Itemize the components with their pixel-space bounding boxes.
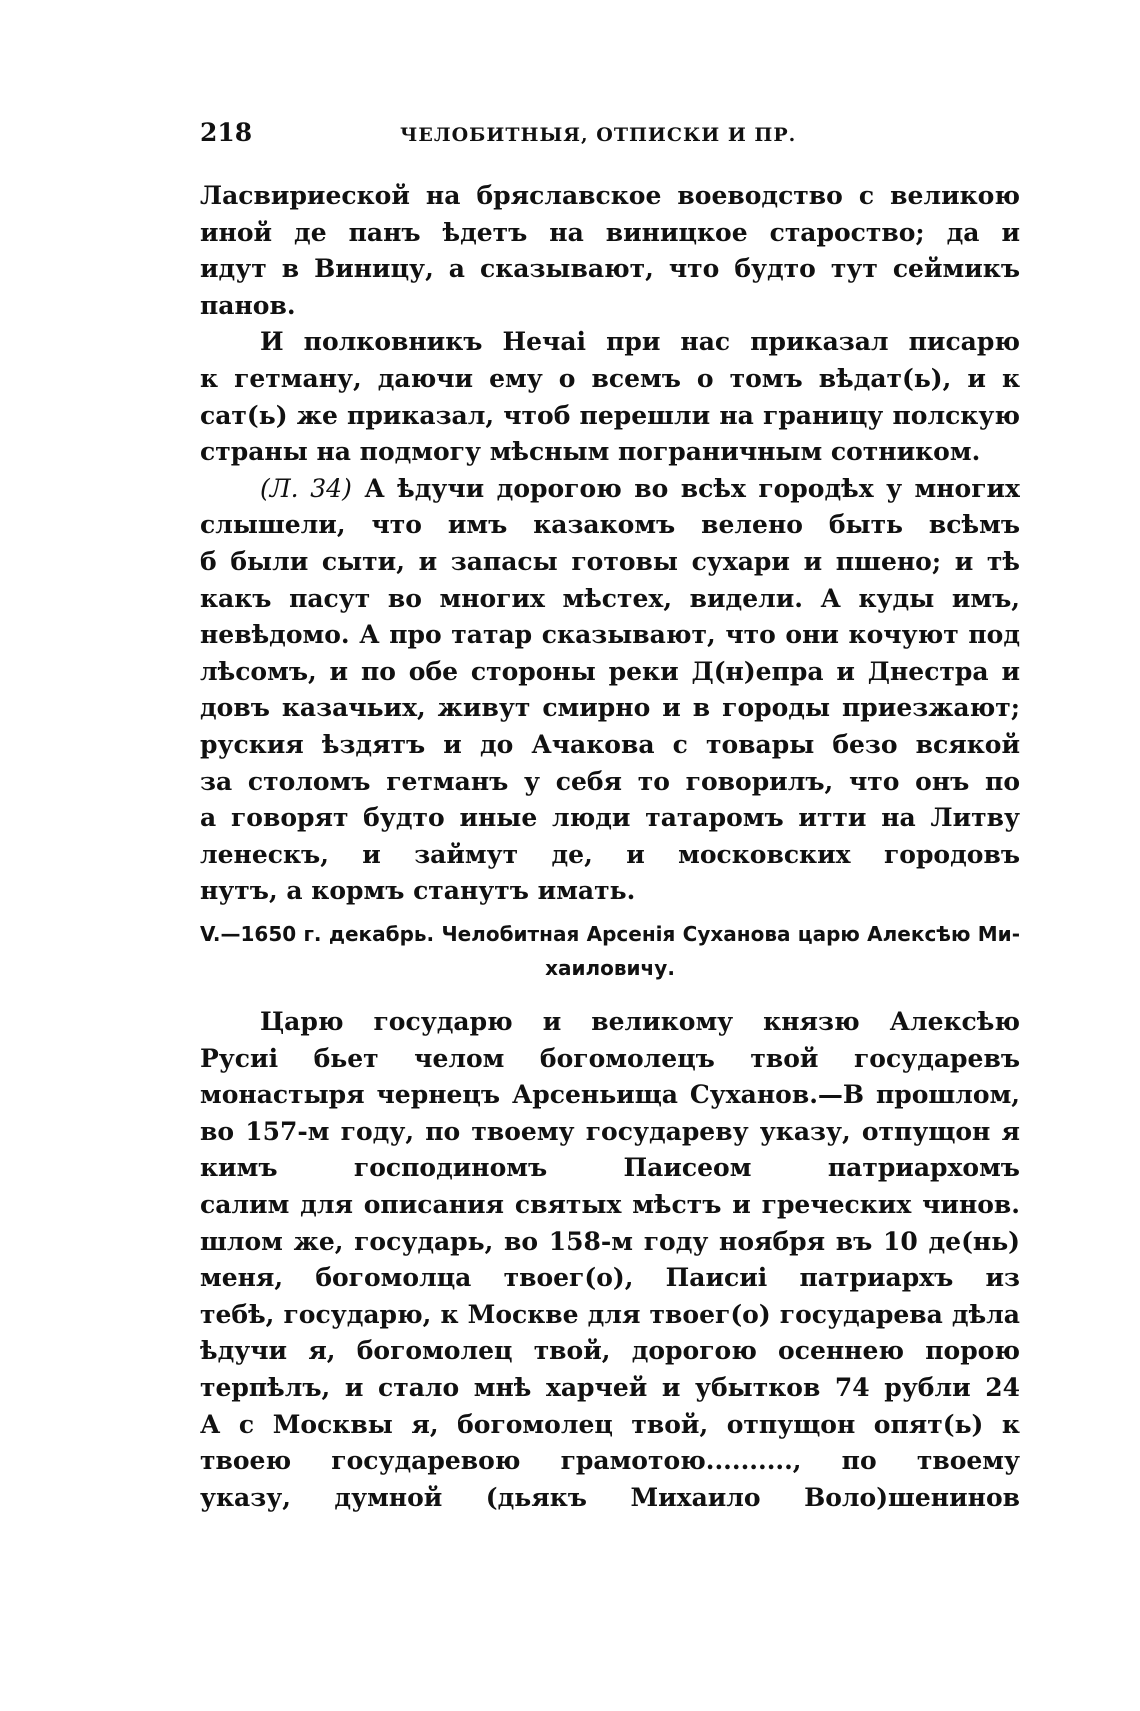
text-block-nechai-report (200, 178, 1020, 910)
section-heading-line: V.—1650 г. декабрь. Челобитная Арсенія Суханова царю Алексѣю Ми- (200, 922, 1020, 946)
text-line: идут в Виницу, а сказывают, что будто тут сеймикъ (200, 254, 1020, 284)
text-line: Ласвириеской на бряславское воеводство с великою (200, 181, 1020, 210)
text-line: довъ казачьих, живут смирно и в городы приезжают; (200, 693, 1020, 723)
text-line: сат(ь) же приказал, чтоб перешли на границу полскую (200, 400, 1020, 430)
text-line: ѣдучи я, богомолец твой, дорогою осеннею порою (200, 1336, 1020, 1366)
text-line: тебѣ, государю, к Москве для твоег(о) государева дѣла (200, 1299, 1020, 1329)
text-line: во 157-м году, по твоему государеву указу, отпущон я (200, 1116, 1020, 1146)
text-line: к гетману, даючи ему о всемъ о томъ вѣдат(ь), и к (200, 363, 1020, 393)
section-heading-line: хаиловичу. (545, 956, 675, 980)
text-line: кимъ господиномъ Паисеом патриархомъ (200, 1153, 1020, 1183)
text-line: Царю государю и великому князю Алексѣю (260, 1007, 1020, 1036)
text-line: иной де панъ ѣдетъ на виницкое староство; да и (200, 217, 1020, 247)
text-line: невѣдомо. А про татар сказывают, что они кочуют под (200, 620, 1020, 650)
text-line: руския ѣздятъ и до Ачакова с товары безо всякой (200, 729, 1020, 759)
text-line: терпѣлъ, и стало мнѣ харчей и убытков 74 рубли 24 (200, 1372, 1020, 1402)
text-line: твоею государевою грамотою.........., по твоему (200, 1446, 1020, 1476)
text-line: указу, думной (дьякъ Михаило Воло)шенинов (200, 1482, 1020, 1512)
text-line: какъ пасут во многих мѣстех, видели. А куды имъ, (200, 583, 1020, 613)
text-line: монастыря чернецъ Арсеньища Суханов.—В прошлом, (200, 1080, 1020, 1110)
text-line: а говорят будто иные люди татаромъ итти на Литву (200, 803, 1020, 833)
section-heading (200, 917, 1020, 985)
text-line: за столомъ гетманъ у себя то говорилъ, что онъ по (200, 766, 1020, 796)
text-line: меня, богомолца твоег(о), Паисиі патриархъ из (200, 1263, 1020, 1293)
text-line-with-folio-ref: (Л. 34) А ѣдучи дорогою во всѣх городѣх у многих (260, 473, 1020, 503)
text-line: слышели, что имъ казакомъ велено быть всѣмъ (200, 510, 1020, 540)
text-line: лѣсомъ, и по обе стороны реки Д(н)епра и Днестра и (200, 656, 1020, 686)
text-line: страны на подмогу мѣсным пограничным сотником. (200, 437, 981, 467)
text-line: ленескъ, и займут де, и московских городовъ (200, 839, 1020, 869)
text-line: А с Москвы я, богомолец твой, отпущон опят(ь) к (200, 1409, 1020, 1439)
page-number: 218 (200, 118, 253, 147)
text-line: б были сыти, и запасы готовы сухари и пшено; и тѣ (200, 546, 1020, 576)
text-line: панов. (200, 290, 296, 320)
text-block-sukhanov-petition (200, 1004, 1020, 1516)
text-line: шлом же, государь, во 158-м году ноября въ 10 де(нь) (200, 1226, 1020, 1256)
text-line: Русиі бьет челом богомолецъ твой государевъ (200, 1043, 1020, 1073)
page-header (200, 118, 1020, 158)
text-line: И полковникъ Нечаі при нас приказал писарю (260, 327, 1020, 357)
text-line: салим для описания святых мѣстъ и греческих чинов. (200, 1189, 1020, 1219)
running-head: ЧЕЛОБИТНЫЯ, ОТПИСКИ И ПР. (400, 124, 797, 146)
text-line: нутъ, а кормъ станутъ имать. (200, 876, 636, 906)
folio-reference: (Л. 34) (260, 473, 352, 503)
